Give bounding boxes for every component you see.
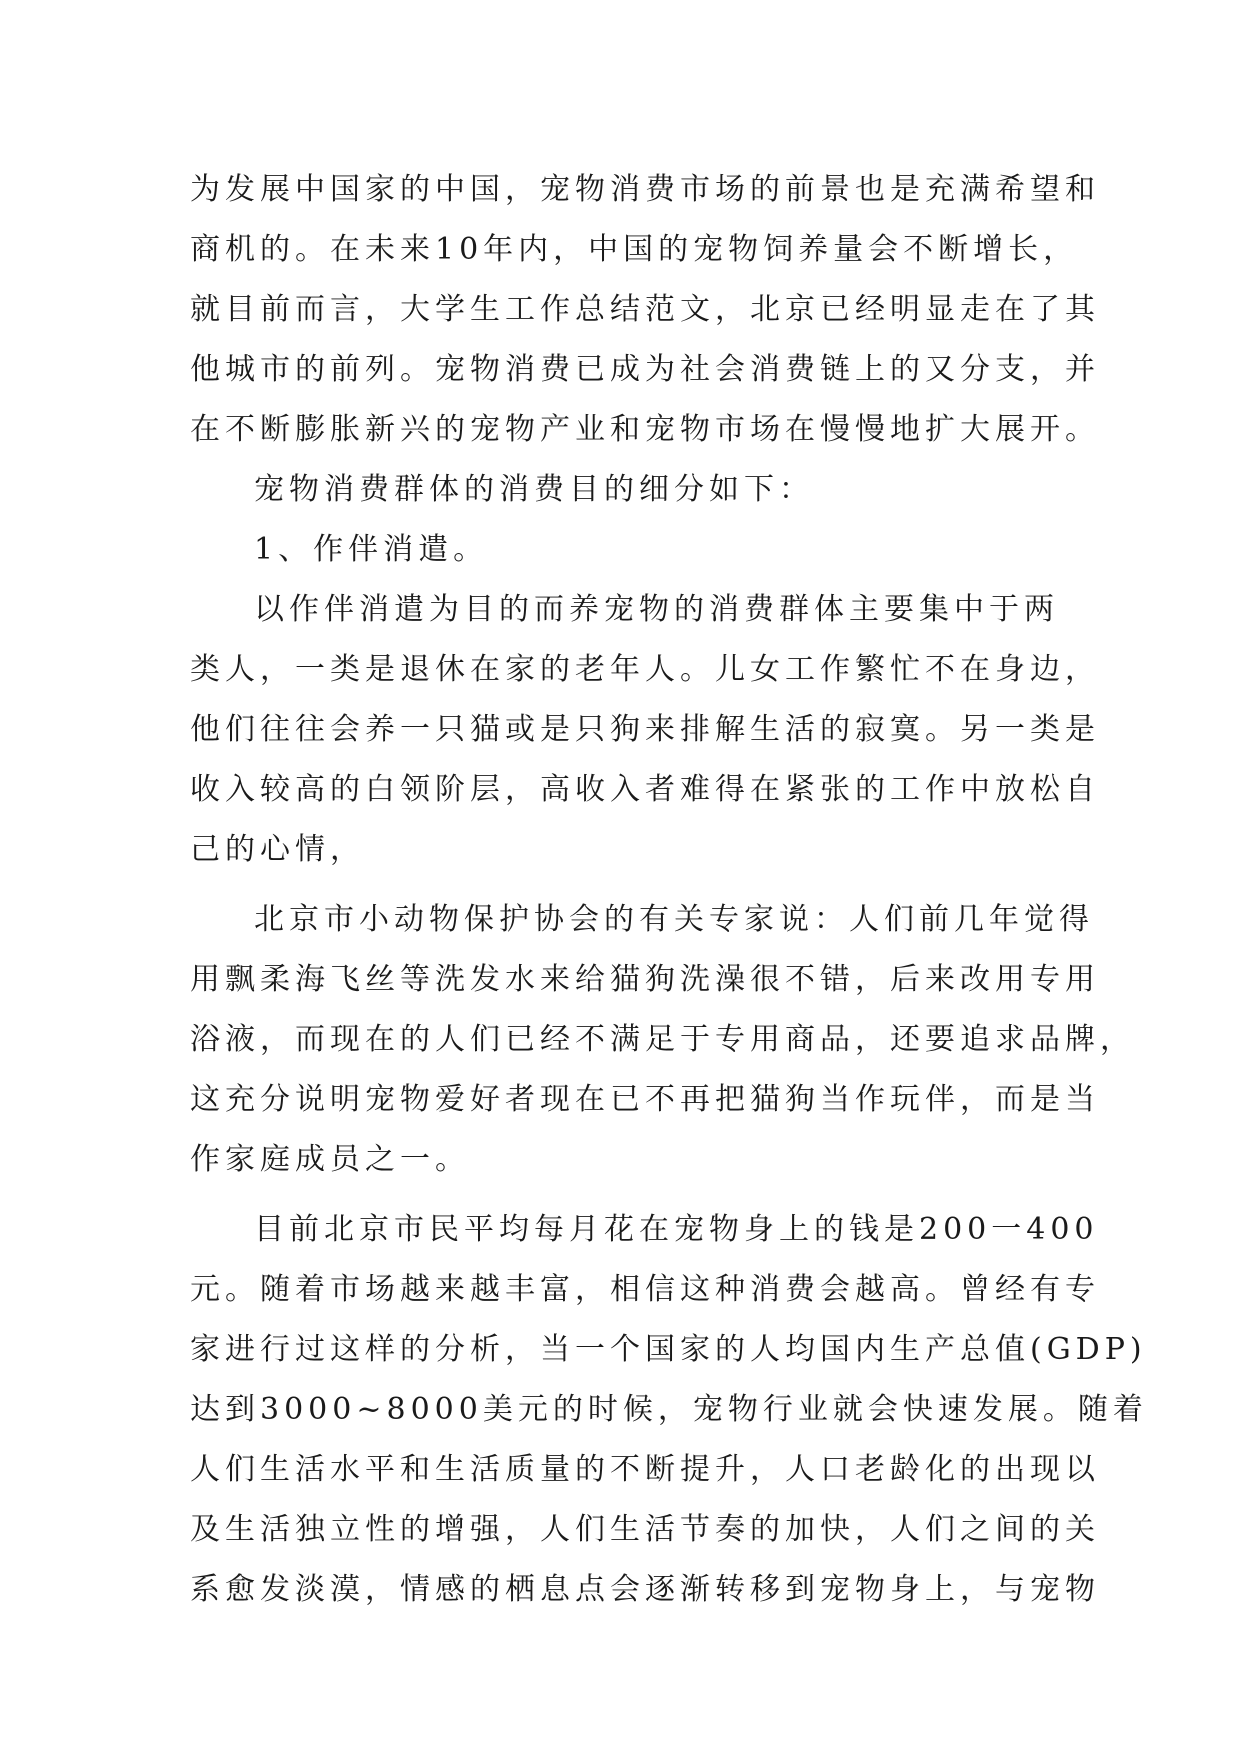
list-heading: 1、作伴消遣。 <box>254 532 489 567</box>
document-page <box>190 160 1148 1620</box>
paragraph-list-heading <box>190 520 1050 580</box>
text-line: 己的心情， <box>190 832 365 867</box>
text-line: 以作伴消遣为目的而养宠物的消费群体主要集中于两 <box>254 592 1059 627</box>
text-line: 达到3000~8000美元的时候，宠物行业就会快速发展。随着 <box>190 1392 1148 1427</box>
paragraph-spacer <box>190 1190 1050 1200</box>
text-line: 北京市小动物保护协会的有关专家说：人们前几年觉得 <box>254 902 1094 937</box>
paragraph-market-outlook <box>190 160 1100 460</box>
text-line: 人们生活水平和生活质量的不断提升，人口老龄化的出现以 <box>190 1452 1100 1487</box>
text-line: 浴液，而现在的人们已经不满足于专用商品，还要追求品牌， <box>190 1022 1135 1057</box>
text-line: 就目前而言，大学生工作总结范文，北京已经明显走在了其 <box>190 292 1100 327</box>
text-line: 这充分说明宠物爱好者现在已不再把猫狗当作玩伴，而是当 <box>190 1082 1100 1117</box>
text-line: 为发展中国家的中国，宠物消费市场的前景也是充满希望和 <box>190 172 1100 207</box>
text-line: 他们往往会养一只猫或是只狗来排解生活的寂寞。另一类是 <box>190 712 1100 747</box>
text-line: 商机的。在未来10年内，中国的宠物饲养量会不断增长， <box>190 232 1079 267</box>
text-line: 家进行过这样的分析，当一个国家的人均国内生产总值(GDP) <box>190 1332 1147 1367</box>
text-line: 宠物消费群体的消费目的细分如下： <box>254 472 814 507</box>
paragraph-expert-quote <box>190 890 1135 1190</box>
text-line: 在不断膨胀新兴的宠物产业和宠物市场在慢慢地扩大展开。 <box>190 412 1100 447</box>
text-line: 及生活独立性的增强，人们生活节奏的加快，人们之间的关 <box>190 1512 1100 1547</box>
text-line: 系愈发淡漠，情感的栖息点会逐渐转移到宠物身上，与宠物 <box>190 1572 1100 1607</box>
text-line: 元。随着市场越来越丰富，相信这种消费会越高。曾经有专 <box>190 1272 1100 1307</box>
paragraph-segment-intro <box>190 460 1050 520</box>
paragraph-spending <box>190 1200 1148 1620</box>
paragraph-companionship <box>190 580 1100 880</box>
text-line: 他城市的前列。宠物消费已成为社会消费链上的又分支，并 <box>190 352 1100 387</box>
text-line: 用飘柔海飞丝等洗发水来给猫狗洗澡很不错，后来改用专用 <box>190 962 1100 997</box>
paragraph-spacer <box>190 880 1050 890</box>
text-line: 收入较高的白领阶层，高收入者难得在紧张的工作中放松自 <box>190 772 1100 807</box>
text-line: 目前北京市民平均每月花在宠物身上的钱是200一400 <box>254 1212 1099 1247</box>
text-line: 作家庭成员之一。 <box>190 1142 470 1177</box>
text-line: 类人，一类是退休在家的老年人。儿女工作繁忙不在身边， <box>190 652 1100 687</box>
